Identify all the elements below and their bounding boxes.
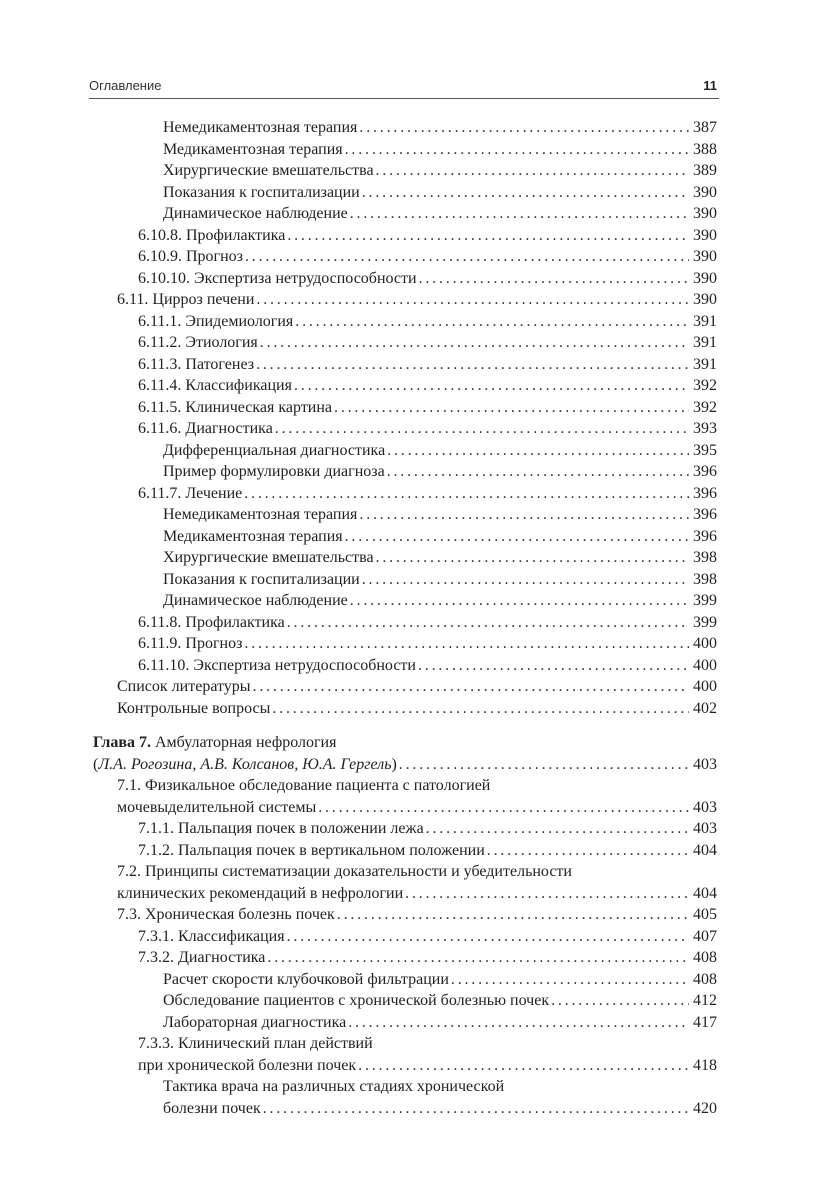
toc-entry[interactable] bbox=[93, 182, 717, 204]
toc-entry[interactable] bbox=[93, 590, 717, 612]
toc-entry-page: 391 bbox=[693, 355, 717, 373]
toc-entry-label: Тактика врача на различных стадиях хронической bbox=[163, 1076, 506, 1098]
toc-entry-label: 6.11.4. Классификация bbox=[138, 375, 294, 397]
toc-entry-page: 389 bbox=[693, 162, 717, 179]
toc-entry-label: Пример формулировки диагноза bbox=[163, 461, 387, 483]
toc-entry[interactable] bbox=[93, 526, 717, 548]
toc-entry-label: Динамическое наблюдение bbox=[163, 590, 350, 612]
toc-entry-page: 405 bbox=[693, 906, 717, 923]
leader-dots bbox=[350, 203, 689, 225]
toc-entry[interactable] bbox=[93, 633, 717, 655]
leader-dots bbox=[287, 225, 689, 247]
chapter-page: 403 bbox=[693, 755, 717, 773]
toc-entry-label: 7.3.3. Клинический план действий bbox=[138, 1033, 375, 1055]
leader-dots bbox=[275, 418, 689, 440]
leader-dots bbox=[362, 182, 689, 204]
leader-dots bbox=[256, 289, 689, 311]
toc-entry[interactable] bbox=[93, 612, 717, 634]
toc-entry-page: 392 bbox=[693, 398, 717, 416]
leader-dots bbox=[451, 969, 689, 991]
toc-entry-page: 396 bbox=[693, 506, 717, 523]
leader-dots bbox=[358, 1055, 689, 1077]
leader-dots bbox=[287, 612, 689, 634]
toc-entry[interactable] bbox=[93, 883, 717, 905]
leader-dots bbox=[256, 354, 689, 376]
toc-entry[interactable] bbox=[93, 1076, 717, 1098]
toc-entry-label: Медикаментозная терапия bbox=[163, 139, 345, 161]
toc-entry-page: 388 bbox=[693, 140, 717, 158]
toc-entry-label: 6.10.8. Профилактика bbox=[138, 225, 287, 247]
toc-entry-label: Показания к госпитализации bbox=[163, 569, 362, 591]
toc-entry-page: 399 bbox=[693, 613, 717, 631]
toc-entry[interactable] bbox=[93, 418, 717, 440]
leader-dots bbox=[345, 526, 689, 548]
toc-entry[interactable] bbox=[93, 461, 717, 483]
leader-dots bbox=[551, 990, 689, 1012]
toc-entry-label: 7.3. Хроническая болезнь почек bbox=[117, 904, 337, 926]
toc-entry-label: 6.11.1. Эпидемиология bbox=[138, 311, 295, 333]
toc-entry[interactable] bbox=[93, 332, 717, 354]
toc-entry-page: 390 bbox=[693, 183, 717, 201]
toc-entry-page: 404 bbox=[693, 884, 717, 902]
toc-entry[interactable] bbox=[93, 1055, 717, 1077]
toc-entry-label: Динамическое наблюдение bbox=[163, 203, 350, 225]
toc-entry[interactable] bbox=[93, 1033, 717, 1055]
toc-entry-label: Список литературы bbox=[117, 676, 253, 698]
table-of-contents bbox=[93, 117, 717, 1119]
leader-dots bbox=[362, 569, 689, 591]
toc-entry-page: 396 bbox=[693, 484, 717, 502]
toc-entry-label: клинических рекомендаций в нефрологии bbox=[117, 883, 405, 905]
toc-entry-page: 396 bbox=[693, 463, 717, 480]
toc-entry-label: 7.1.1. Пальпация почек в положении лежа bbox=[138, 818, 426, 840]
toc-entry-page: 408 bbox=[693, 970, 717, 988]
toc-entry-label: Лабораторная диагностика bbox=[163, 1012, 348, 1034]
toc-entry-label: 7.3.2. Диагностика bbox=[138, 947, 267, 969]
toc-entry[interactable] bbox=[93, 1012, 717, 1034]
toc-entry-page: 417 bbox=[693, 1013, 717, 1031]
toc-entry-label: Немедикаментозная терапия bbox=[163, 504, 359, 526]
toc-entry[interactable] bbox=[93, 246, 717, 268]
toc-entry[interactable] bbox=[93, 397, 717, 419]
toc-entry-label: 6.11.7. Лечение bbox=[138, 483, 244, 505]
toc-entry[interactable] bbox=[93, 504, 717, 526]
toc-entry-label: 7.3.1. Классификация bbox=[138, 926, 287, 948]
toc-entry-label: 7.1. Физикальное обследование пациента с патологией bbox=[117, 775, 492, 797]
section-title: Оглавление bbox=[89, 78, 162, 93]
leader-dots bbox=[294, 375, 689, 397]
toc-entry[interactable] bbox=[93, 655, 717, 677]
toc-entry-page: 403 bbox=[693, 820, 717, 837]
toc-entry-label: 7.1.2. Пальпация почек в вертикальном положении bbox=[138, 840, 487, 862]
toc-entry-page bbox=[713, 775, 717, 797]
leader-dots bbox=[375, 1033, 713, 1055]
toc-entry[interactable] bbox=[93, 904, 717, 926]
leader-dots bbox=[260, 332, 689, 354]
toc-entry[interactable] bbox=[93, 139, 717, 161]
toc-entry[interactable] bbox=[93, 990, 717, 1012]
leader-dots bbox=[418, 655, 689, 677]
toc-entry-page: 390 bbox=[693, 205, 717, 222]
toc-entry-label: Обследование пациентов с хронической болезнью почек bbox=[163, 990, 551, 1012]
toc-entry[interactable] bbox=[93, 117, 717, 139]
toc-entry[interactable] bbox=[93, 354, 717, 376]
leader-dots bbox=[387, 440, 689, 462]
toc-section-chapter7 bbox=[93, 775, 717, 1119]
toc-entry-page: 400 bbox=[693, 635, 717, 652]
toc-entry-label: мочевыделительной системы bbox=[117, 797, 318, 819]
leader-dots bbox=[345, 139, 689, 161]
toc-entry-label: Немедикаментозная терапия bbox=[163, 117, 359, 139]
leader-dots bbox=[419, 268, 689, 290]
chapter-heading[interactable] bbox=[93, 732, 717, 754]
leader-dots bbox=[337, 904, 689, 926]
toc-entry-label: 6.11.8. Профилактика bbox=[138, 612, 287, 634]
toc-entry-label: 6.11.9. Прогноз bbox=[138, 633, 244, 655]
toc-entry[interactable] bbox=[93, 840, 717, 862]
leader-dots bbox=[267, 947, 689, 969]
toc-entry-label: 6.11.10. Экспертиза нетрудоспособности bbox=[138, 655, 418, 677]
toc-entry[interactable] bbox=[93, 311, 717, 333]
leader-dots bbox=[376, 160, 689, 182]
leader-dots bbox=[387, 461, 689, 483]
toc-entry-page: 393 bbox=[693, 420, 717, 437]
toc-entry-page: 408 bbox=[693, 949, 717, 966]
leader-dots bbox=[244, 633, 689, 655]
toc-entry[interactable] bbox=[93, 797, 717, 819]
toc-entry-label: 7.2. Принципы систематизации доказательности и убедительности bbox=[117, 861, 574, 883]
leader-dots bbox=[245, 246, 689, 268]
toc-entry-page: 391 bbox=[693, 334, 717, 351]
toc-entry-label: Показания к госпитализации bbox=[163, 182, 362, 204]
toc-entry-label: Расчет скорости клубочковой фильтрации bbox=[163, 969, 451, 991]
toc-entry-label: Хирургические вмешательства bbox=[163, 547, 376, 569]
toc-entry[interactable] bbox=[93, 203, 717, 225]
toc-entry-label: Медикаментозная терапия bbox=[163, 526, 345, 548]
toc-entry[interactable] bbox=[93, 861, 717, 883]
leader-dots bbox=[399, 754, 689, 776]
running-header bbox=[89, 78, 719, 99]
toc-entry[interactable] bbox=[93, 1098, 717, 1120]
toc-entry-label: 6.11. Цирроз печени bbox=[117, 289, 256, 311]
leader-dots bbox=[359, 504, 689, 526]
leader-dots bbox=[405, 883, 689, 905]
toc-entry-page: 390 bbox=[693, 248, 717, 265]
leader-dots bbox=[350, 590, 689, 612]
toc-entry-page: 400 bbox=[693, 678, 717, 695]
chapter-authors-row[interactable]: (Л.А. Рогозина, А.В. Колсанов, Ю.А. Гергель) . . . 403 bbox=[93, 754, 717, 776]
toc-entry[interactable] bbox=[93, 483, 717, 505]
leader-dots bbox=[318, 797, 689, 819]
leader-dots bbox=[574, 861, 713, 883]
toc-entry-page: 404 bbox=[693, 841, 717, 859]
chapter-label: Глава 7. bbox=[93, 734, 151, 751]
toc-entry-page bbox=[713, 1033, 717, 1055]
leader-dots bbox=[426, 818, 689, 840]
leader-dots bbox=[492, 775, 713, 797]
toc-entry-page: 399 bbox=[693, 592, 717, 609]
leader-dots bbox=[359, 117, 689, 139]
leader-dots bbox=[295, 311, 689, 333]
toc-entry[interactable] bbox=[93, 160, 717, 182]
toc-entry-label: болезни почек bbox=[163, 1098, 263, 1120]
toc-entry[interactable] bbox=[93, 818, 717, 840]
leader-dots bbox=[272, 698, 689, 720]
toc-entry-page bbox=[713, 1076, 717, 1098]
leader-dots bbox=[263, 1098, 689, 1120]
toc-section-chapter6-continued bbox=[93, 117, 717, 719]
toc-entry[interactable] bbox=[93, 225, 717, 247]
toc-entry-page: 398 bbox=[693, 549, 717, 566]
toc-entry-page: 387 bbox=[693, 119, 717, 136]
toc-entry[interactable] bbox=[93, 547, 717, 569]
toc-entry-page: 420 bbox=[693, 1099, 717, 1117]
toc-entry-page: 392 bbox=[693, 377, 717, 394]
toc-entry-page: 400 bbox=[693, 656, 717, 674]
toc-entry[interactable] bbox=[93, 569, 717, 591]
toc-entry-label: Контрольные вопросы bbox=[117, 698, 272, 720]
toc-entry-page: 398 bbox=[693, 570, 717, 588]
toc-entry-label: 6.10.10. Экспертиза нетрудоспособности bbox=[138, 268, 419, 290]
toc-entry-label: 6.11.2. Этиология bbox=[138, 332, 260, 354]
leader-dots bbox=[253, 676, 689, 698]
leader-dots bbox=[244, 483, 689, 505]
toc-entry-label: 6.11.3. Патогенез bbox=[138, 354, 256, 376]
page-number: 11 bbox=[703, 78, 717, 93]
leader-dots bbox=[287, 926, 689, 948]
toc-entry[interactable] bbox=[93, 289, 717, 311]
toc-entry-label: Хирургические вмешательства bbox=[163, 160, 376, 182]
toc-entry-page: 412 bbox=[693, 992, 717, 1009]
section-gap bbox=[93, 719, 717, 732]
toc-entry[interactable] bbox=[93, 947, 717, 969]
toc-entry-label: 6.10.9. Прогноз bbox=[138, 246, 245, 268]
leader-dots bbox=[334, 397, 689, 419]
toc-entry-label: при хронической болезни почек bbox=[138, 1055, 358, 1077]
toc-entry-page: 391 bbox=[693, 312, 717, 330]
leader-dots bbox=[348, 1012, 689, 1034]
toc-entry[interactable] bbox=[93, 375, 717, 397]
toc-entry-page: 402 bbox=[693, 699, 717, 717]
toc-entry-page: 390 bbox=[693, 269, 717, 287]
toc-entry-page bbox=[713, 861, 717, 883]
leader-dots bbox=[506, 1076, 713, 1098]
toc-entry-label: 6.11.6. Диагностика bbox=[138, 418, 275, 440]
toc-entry-page: 418 bbox=[693, 1056, 717, 1074]
toc-entry[interactable] bbox=[93, 969, 717, 991]
toc-entry-page: 390 bbox=[693, 291, 717, 308]
toc-entry-page: 407 bbox=[693, 927, 717, 945]
toc-entry-page: 390 bbox=[693, 226, 717, 244]
toc-entry[interactable] bbox=[93, 926, 717, 948]
leader-dots bbox=[376, 547, 689, 569]
toc-entry-page: 396 bbox=[693, 527, 717, 545]
leader-dots bbox=[487, 840, 689, 862]
toc-entry[interactable] bbox=[93, 676, 717, 698]
toc-entry[interactable] bbox=[93, 698, 717, 720]
toc-entry[interactable] bbox=[93, 268, 717, 290]
toc-entry-label: 6.11.5. Клиническая картина bbox=[138, 397, 334, 419]
chapter-title: Амбулаторная нефрология bbox=[155, 734, 337, 751]
toc-entry[interactable] bbox=[93, 440, 717, 462]
toc-entry[interactable] bbox=[93, 775, 717, 797]
toc-entry-label: Дифференциальная диагностика bbox=[163, 440, 387, 462]
toc-entry-page: 403 bbox=[693, 798, 717, 816]
toc-entry-page: 395 bbox=[693, 441, 717, 459]
chapter-authors: Л.А. Рогозина, А.В. Колсанов, Ю.А. Гергель bbox=[98, 755, 392, 773]
